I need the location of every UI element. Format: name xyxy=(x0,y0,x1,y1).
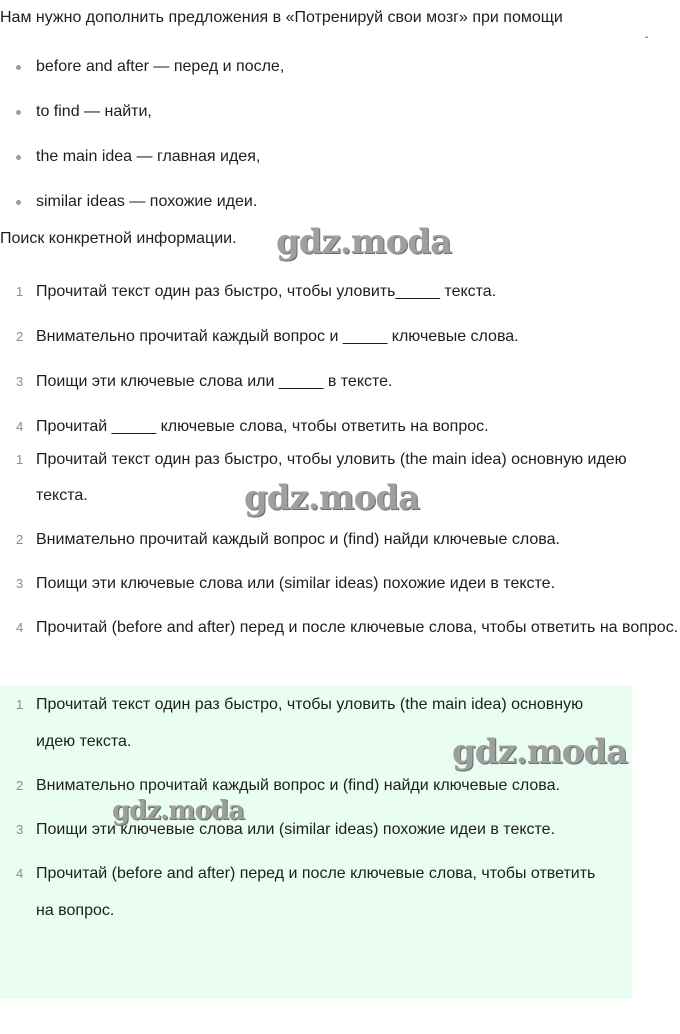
item-number: 1 xyxy=(16,284,24,299)
watermark: gdz.moda xyxy=(112,796,245,826)
bullet-icon xyxy=(16,200,21,205)
item-text: Прочитай текст один раз быстро, чтобы уловить (the main idea) основную идею текста. xyxy=(36,696,584,750)
list-item xyxy=(0,566,680,610)
item-text: Поищи эти ключевые слова или (similar ideas) похожие идеи в тексте. xyxy=(36,575,556,592)
bullet-icon xyxy=(16,155,21,160)
item-text: Внимательно прочитай каждый вопрос и (find) найди ключевые слова. xyxy=(36,777,560,794)
list-item xyxy=(0,610,680,654)
list-item xyxy=(0,318,519,363)
item-text: Прочитай (before and after) перед и после ключевые слова, чтобы ответить на вопрос. xyxy=(36,619,679,636)
bullet-text: to find — найти, xyxy=(36,103,152,120)
item-text: Внимательно прочитай каждый вопрос и (find) найди ключевые слова. xyxy=(36,531,560,548)
item-text: Прочитай _____ ключевые слова, чтобы ответить на вопрос. xyxy=(36,418,489,435)
item-text: Поищи эти ключевые слова или _____ в тексте. xyxy=(36,373,393,390)
item-number: 4 xyxy=(16,620,24,635)
item-number: 1 xyxy=(16,697,24,712)
item-number: 3 xyxy=(16,576,24,591)
list-item xyxy=(0,93,284,138)
watermark: gdz.moda xyxy=(452,732,628,772)
item-text: Поищи эти ключевые слова или (similar ideas) похожие идеи в тексте. xyxy=(36,821,556,838)
item-number: 3 xyxy=(16,822,24,837)
item-number: 1 xyxy=(16,452,24,467)
list-item xyxy=(0,48,284,93)
list-item xyxy=(0,273,519,318)
list-item xyxy=(0,363,519,408)
bullet-text: the main idea — главная идея, xyxy=(36,148,261,165)
list-item xyxy=(0,522,680,566)
bullet-text: before and after — перед и после, xyxy=(36,58,285,75)
item-number: 2 xyxy=(16,329,24,344)
bullet-text: similar ideas — похожие идеи. xyxy=(36,193,258,210)
list-item xyxy=(0,811,632,855)
item-number: 2 xyxy=(16,778,24,793)
item-number: 4 xyxy=(16,866,24,881)
list-item xyxy=(0,138,284,183)
filled-list xyxy=(0,442,680,654)
item-number: 4 xyxy=(16,419,24,434)
list-item xyxy=(0,767,632,811)
list-item xyxy=(0,855,632,936)
answer-list xyxy=(0,686,632,936)
bullet-icon xyxy=(16,110,21,115)
vocabulary-list xyxy=(0,48,284,228)
item-number: 3 xyxy=(16,374,24,389)
task-list xyxy=(0,273,519,453)
item-text: Прочитай (before and after) перед и после ключевые слова, чтобы ответить на вопрос. xyxy=(36,865,596,919)
item-number: 2 xyxy=(16,532,24,547)
item-text: Прочитай текст один раз быстро, чтобы уловить_____ текста. xyxy=(36,283,497,300)
item-text: Прочитай текст один раз быстро, чтобы уловить (the main idea) основную идею текста. xyxy=(36,451,627,504)
bullet-icon xyxy=(16,65,21,70)
intro-mark: ˇ xyxy=(645,36,649,47)
section-title: Поиск конкретной информации. xyxy=(0,230,237,247)
watermark: gdz.moda xyxy=(244,478,420,518)
intro-text: Нам нужно дополнить предложения в «Потренируй свои мозг» при помощи xyxy=(0,9,563,26)
list-item xyxy=(0,183,284,228)
item-text: Внимательно прочитай каждый вопрос и _____ ключевые слова. xyxy=(36,328,519,345)
watermark: gdz.moda xyxy=(276,222,452,262)
